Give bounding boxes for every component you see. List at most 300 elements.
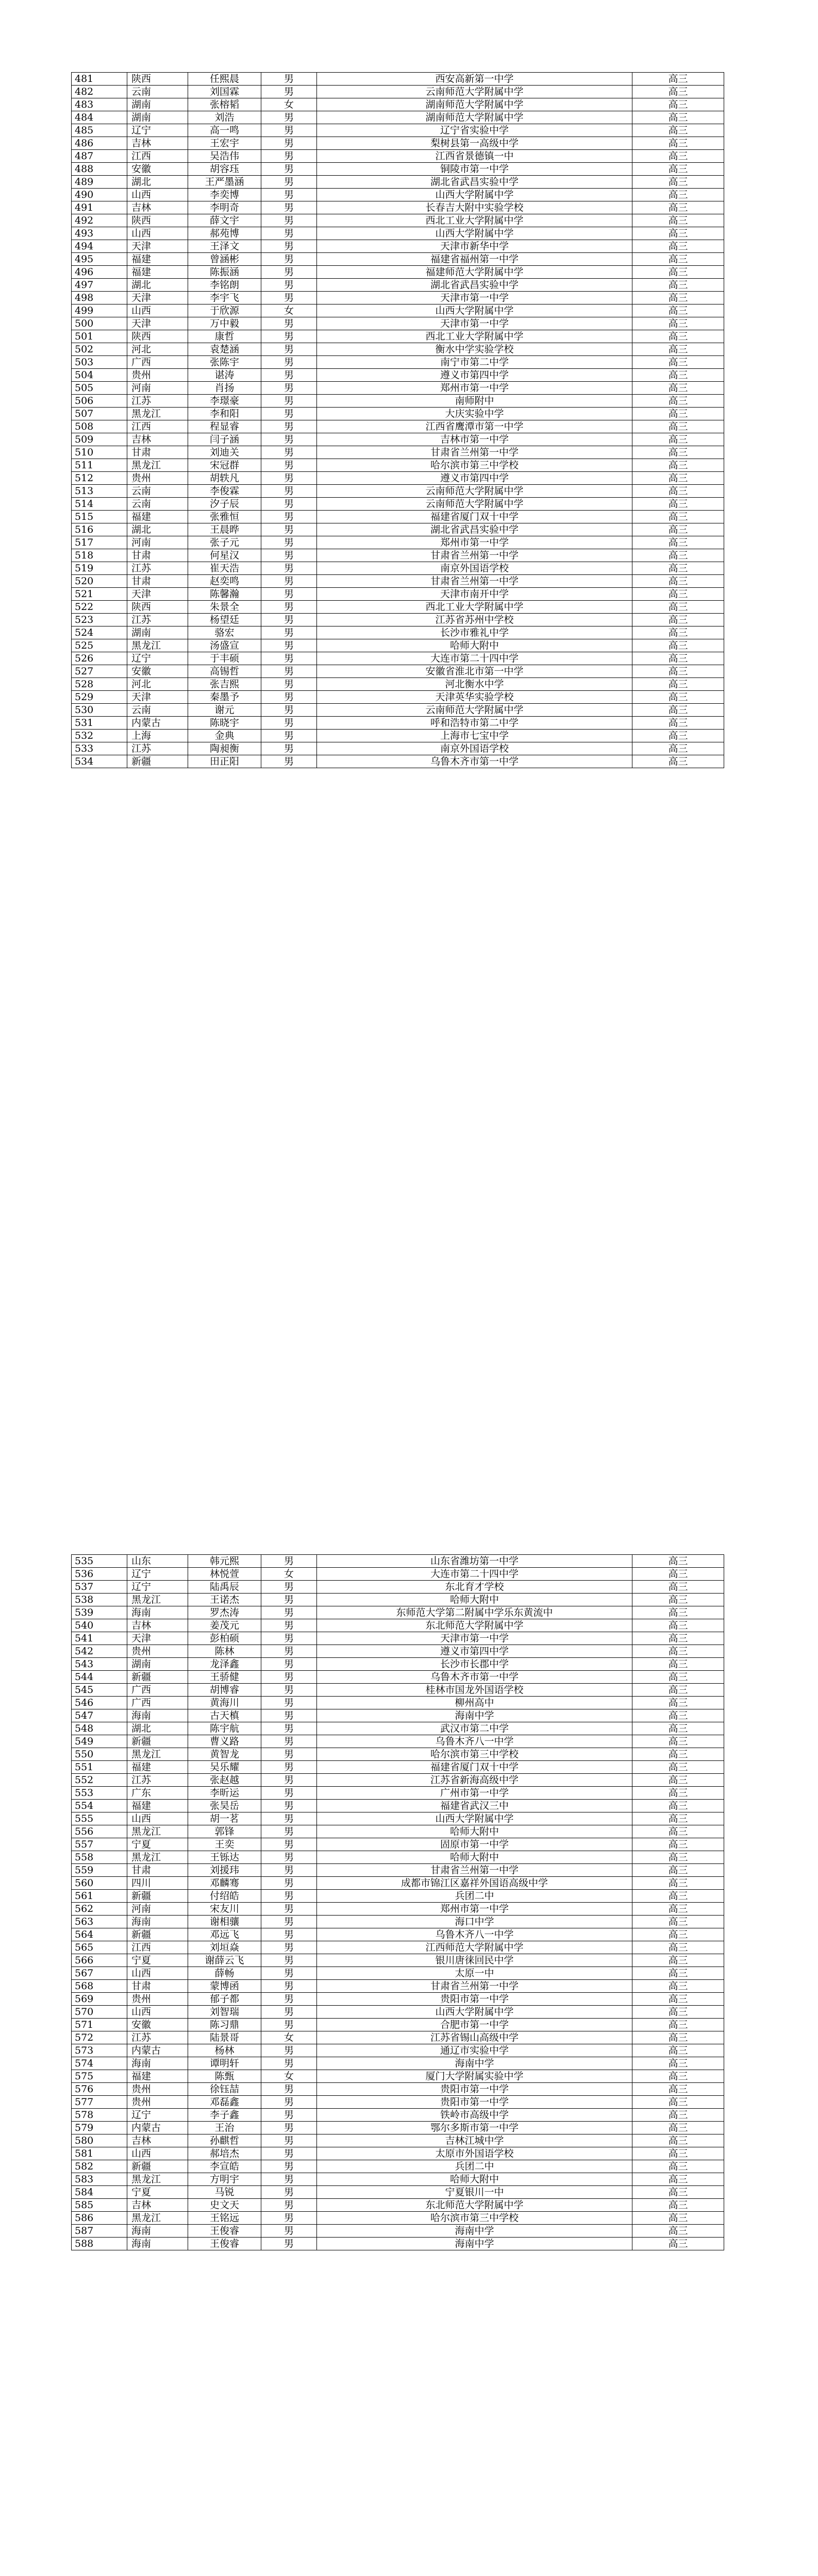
cell-grade: 高三 bbox=[632, 2006, 724, 2019]
cell-school: 福建省福州第一中学 bbox=[317, 253, 632, 266]
cell-number: 556 bbox=[72, 1825, 127, 1838]
cell-province: 天津 bbox=[127, 691, 188, 704]
cell-gender: 男 bbox=[261, 1916, 317, 1928]
cell-province: 辽宁 bbox=[127, 1581, 188, 1594]
cell-province: 贵州 bbox=[127, 2096, 188, 2109]
cell-school: 合肥市第一中学 bbox=[317, 2019, 632, 2031]
cell-province: 云南 bbox=[127, 86, 188, 98]
cell-school: 福建省厦门双十中学 bbox=[317, 511, 632, 523]
table-row bbox=[72, 2019, 724, 2031]
cell-gender: 男 bbox=[261, 626, 317, 639]
table-row bbox=[72, 1658, 724, 1671]
cell-grade: 高三 bbox=[632, 485, 724, 498]
cell-grade: 高三 bbox=[632, 253, 724, 266]
cell-gender: 男 bbox=[261, 1722, 317, 1735]
cell-school: 福建省厦门双十中学 bbox=[317, 1761, 632, 1774]
cell-gender: 男 bbox=[261, 2186, 317, 2199]
cell-gender: 男 bbox=[261, 73, 317, 86]
cell-grade: 高三 bbox=[632, 562, 724, 575]
cell-province: 河南 bbox=[127, 382, 188, 395]
cell-number: 499 bbox=[72, 304, 127, 317]
cell-name: 田正阳 bbox=[188, 755, 261, 768]
cell-number: 561 bbox=[72, 1890, 127, 1903]
cell-province: 贵州 bbox=[127, 1645, 188, 1658]
cell-name: 李宣皓 bbox=[188, 2160, 261, 2173]
cell-grade: 高三 bbox=[632, 420, 724, 433]
cell-province: 辽宁 bbox=[127, 1568, 188, 1581]
cell-number: 520 bbox=[72, 575, 127, 588]
cell-number: 536 bbox=[72, 1568, 127, 1581]
cell-number: 484 bbox=[72, 111, 127, 124]
cell-gender: 男 bbox=[261, 86, 317, 98]
cell-number: 500 bbox=[72, 317, 127, 330]
table-row bbox=[72, 2160, 724, 2173]
table-row bbox=[72, 1684, 724, 1697]
cell-province: 吉林 bbox=[127, 2134, 188, 2147]
cell-name: 姜茂元 bbox=[188, 1619, 261, 1632]
cell-grade: 高三 bbox=[632, 2057, 724, 2070]
cell-school: 江西省景德镇一中 bbox=[317, 150, 632, 163]
cell-name: 古天槙 bbox=[188, 1709, 261, 1722]
cell-grade: 高三 bbox=[632, 2070, 724, 2083]
cell-number: 510 bbox=[72, 446, 127, 459]
cell-number: 502 bbox=[72, 343, 127, 356]
cell-gender: 男 bbox=[261, 317, 317, 330]
cell-school: 江苏省苏州中学校 bbox=[317, 614, 632, 626]
cell-province: 陕西 bbox=[127, 214, 188, 227]
cell-province: 海南 bbox=[127, 1709, 188, 1722]
cell-grade: 高三 bbox=[632, 1928, 724, 1941]
cell-province: 广西 bbox=[127, 1684, 188, 1697]
table-row bbox=[72, 2238, 724, 2250]
cell-gender: 男 bbox=[261, 498, 317, 511]
cell-number: 518 bbox=[72, 549, 127, 562]
cell-name: 何星汉 bbox=[188, 549, 261, 562]
cell-gender: 女 bbox=[261, 98, 317, 111]
cell-school: 福建省武汉三中 bbox=[317, 1800, 632, 1812]
cell-gender: 男 bbox=[261, 1903, 317, 1916]
table-row bbox=[72, 279, 724, 292]
cell-school: 长沙市雅礼中学 bbox=[317, 626, 632, 639]
cell-province: 湖南 bbox=[127, 626, 188, 639]
cell-school: 宁夏银川一中 bbox=[317, 2186, 632, 2199]
cell-province: 贵州 bbox=[127, 1993, 188, 2006]
cell-name: 李宇飞 bbox=[188, 292, 261, 304]
cell-grade: 高三 bbox=[632, 472, 724, 485]
cell-gender: 男 bbox=[261, 562, 317, 575]
cell-school: 固原市第一中学 bbox=[317, 1838, 632, 1851]
table-row bbox=[72, 2147, 724, 2160]
cell-grade: 高三 bbox=[632, 523, 724, 536]
cell-province: 湖北 bbox=[127, 279, 188, 292]
cell-school: 山西大学附属中学 bbox=[317, 1812, 632, 1825]
cell-grade: 高三 bbox=[632, 1645, 724, 1658]
cell-name: 陈宇航 bbox=[188, 1722, 261, 1735]
cell-name: 宋友川 bbox=[188, 1903, 261, 1916]
cell-name: 李奕博 bbox=[188, 189, 261, 201]
table-row bbox=[72, 691, 724, 704]
cell-grade: 高三 bbox=[632, 575, 724, 588]
cell-number: 554 bbox=[72, 1800, 127, 1812]
table-row bbox=[72, 433, 724, 446]
cell-school: 通辽市实验中学 bbox=[317, 2044, 632, 2057]
cell-school: 铜陵市第一中学 bbox=[317, 163, 632, 176]
cell-school: 郑州市第一中学 bbox=[317, 1903, 632, 1916]
cell-name: 罗杰涛 bbox=[188, 1606, 261, 1619]
cell-number: 587 bbox=[72, 2225, 127, 2238]
cell-school: 哈师大附中 bbox=[317, 1594, 632, 1606]
cell-name: 邓麟骞 bbox=[188, 1877, 261, 1890]
cell-gender: 女 bbox=[261, 2070, 317, 2083]
cell-name: 邓磊鑫 bbox=[188, 2096, 261, 2109]
cell-gender: 男 bbox=[261, 176, 317, 189]
table-row bbox=[72, 201, 724, 214]
cell-number: 568 bbox=[72, 1980, 127, 1993]
table-row bbox=[72, 253, 724, 266]
table-row bbox=[72, 549, 724, 562]
table-row bbox=[72, 742, 724, 755]
cell-school: 山东省潍坊第一中学 bbox=[317, 1555, 632, 1568]
cell-number: 491 bbox=[72, 201, 127, 214]
cell-gender: 男 bbox=[261, 1709, 317, 1722]
table-row bbox=[72, 395, 724, 408]
table-row bbox=[72, 1645, 724, 1658]
cell-gender: 男 bbox=[261, 1594, 317, 1606]
cell-school: 乌鲁木齐市第一中学 bbox=[317, 755, 632, 768]
cell-province: 海南 bbox=[127, 2238, 188, 2250]
cell-number: 548 bbox=[72, 1722, 127, 1735]
cell-school: 哈师大附中 bbox=[317, 639, 632, 652]
cell-number: 560 bbox=[72, 1877, 127, 1890]
cell-province: 湖南 bbox=[127, 98, 188, 111]
cell-number: 555 bbox=[72, 1812, 127, 1825]
cell-number: 531 bbox=[72, 717, 127, 730]
cell-gender: 男 bbox=[261, 717, 317, 730]
cell-name: 付绍皓 bbox=[188, 1890, 261, 1903]
cell-gender: 男 bbox=[261, 343, 317, 356]
cell-number: 503 bbox=[72, 356, 127, 369]
cell-gender: 男 bbox=[261, 1555, 317, 1568]
cell-gender: 女 bbox=[261, 2031, 317, 2044]
cell-number: 524 bbox=[72, 626, 127, 639]
cell-province: 江苏 bbox=[127, 614, 188, 626]
table-row bbox=[72, 382, 724, 395]
cell-gender: 男 bbox=[261, 2134, 317, 2147]
cell-grade: 高三 bbox=[632, 369, 724, 382]
cell-gender: 男 bbox=[261, 1890, 317, 1903]
cell-province: 辽宁 bbox=[127, 2109, 188, 2122]
cell-grade: 高三 bbox=[632, 1619, 724, 1632]
cell-name: 秦墨予 bbox=[188, 691, 261, 704]
cell-grade: 高三 bbox=[632, 1916, 724, 1928]
cell-grade: 高三 bbox=[632, 124, 724, 137]
cell-name: 曾涵彬 bbox=[188, 253, 261, 266]
roster-table-2 bbox=[71, 1554, 724, 2250]
cell-gender: 男 bbox=[261, 1851, 317, 1864]
cell-school: 山西大学附属中学 bbox=[317, 2006, 632, 2019]
cell-school: 河北衡水中学 bbox=[317, 678, 632, 691]
cell-school: 哈尔滨市第三中学校 bbox=[317, 459, 632, 472]
table-row bbox=[72, 1864, 724, 1877]
cell-school: 武汉市第二中学 bbox=[317, 1722, 632, 1735]
cell-school: 江苏省新海高级中学 bbox=[317, 1774, 632, 1787]
cell-grade: 高三 bbox=[632, 176, 724, 189]
cell-name: 任熙晨 bbox=[188, 73, 261, 86]
cell-number: 525 bbox=[72, 639, 127, 652]
cell-province: 云南 bbox=[127, 704, 188, 717]
table-row bbox=[72, 588, 724, 601]
cell-number: 585 bbox=[72, 2199, 127, 2212]
cell-gender: 男 bbox=[261, 1658, 317, 1671]
cell-number: 506 bbox=[72, 395, 127, 408]
table-row bbox=[72, 356, 724, 369]
cell-number: 508 bbox=[72, 420, 127, 433]
cell-province: 福建 bbox=[127, 511, 188, 523]
cell-number: 575 bbox=[72, 2070, 127, 2083]
cell-grade: 高三 bbox=[632, 2225, 724, 2238]
cell-number: 553 bbox=[72, 1787, 127, 1800]
cell-school: 遵义市第四中学 bbox=[317, 472, 632, 485]
cell-school: 遵义市第四中学 bbox=[317, 1645, 632, 1658]
cell-grade: 高三 bbox=[632, 717, 724, 730]
cell-province: 天津 bbox=[127, 588, 188, 601]
table-row bbox=[72, 1761, 724, 1774]
cell-name: 康哲 bbox=[188, 330, 261, 343]
cell-number: 581 bbox=[72, 2147, 127, 2160]
cell-gender: 男 bbox=[261, 2199, 317, 2212]
table-row bbox=[72, 730, 724, 742]
cell-name: 薛文宇 bbox=[188, 214, 261, 227]
cell-number: 483 bbox=[72, 98, 127, 111]
cell-school: 东北育才学校 bbox=[317, 1581, 632, 1594]
cell-name: 郝苑博 bbox=[188, 227, 261, 240]
cell-grade: 高三 bbox=[632, 189, 724, 201]
cell-gender: 男 bbox=[261, 652, 317, 665]
cell-number: 540 bbox=[72, 1619, 127, 1632]
cell-school: 甘肃省兰州第一中学 bbox=[317, 446, 632, 459]
cell-province: 江苏 bbox=[127, 2031, 188, 2044]
cell-grade: 高三 bbox=[632, 614, 724, 626]
cell-name: 王诺杰 bbox=[188, 1594, 261, 1606]
cell-gender: 男 bbox=[261, 575, 317, 588]
cell-name: 黄智龙 bbox=[188, 1748, 261, 1761]
table-row bbox=[72, 498, 724, 511]
cell-name: 陈振涵 bbox=[188, 266, 261, 279]
cell-name: 刘智瑞 bbox=[188, 2006, 261, 2019]
cell-number: 569 bbox=[72, 1993, 127, 2006]
cell-grade: 高三 bbox=[632, 266, 724, 279]
cell-name: 李璟豪 bbox=[188, 395, 261, 408]
cell-grade: 高三 bbox=[632, 240, 724, 253]
cell-grade: 高三 bbox=[632, 227, 724, 240]
cell-school: 东北师范大学附属中学 bbox=[317, 1619, 632, 1632]
cell-grade: 高三 bbox=[632, 150, 724, 163]
cell-province: 新疆 bbox=[127, 2160, 188, 2173]
cell-name: 刘国霖 bbox=[188, 86, 261, 98]
cell-province: 云南 bbox=[127, 498, 188, 511]
cell-name: 张昊岳 bbox=[188, 1800, 261, 1812]
cell-school: 湖北省武昌实验中学 bbox=[317, 176, 632, 189]
cell-school: 贵阳市第一中学 bbox=[317, 2083, 632, 2096]
cell-province: 甘肃 bbox=[127, 549, 188, 562]
cell-grade: 高三 bbox=[632, 626, 724, 639]
cell-number: 481 bbox=[72, 73, 127, 86]
cell-school: 哈尔滨市第三中学校 bbox=[317, 2212, 632, 2225]
cell-name: 薛畅 bbox=[188, 1967, 261, 1980]
cell-number: 564 bbox=[72, 1928, 127, 1941]
table-row bbox=[72, 626, 724, 639]
cell-grade: 高三 bbox=[632, 1581, 724, 1594]
table-row bbox=[72, 1787, 724, 1800]
table-row bbox=[72, 2096, 724, 2109]
cell-gender: 男 bbox=[261, 1774, 317, 1787]
cell-name: 马锐 bbox=[188, 2186, 261, 2199]
cell-name: 汤盛宣 bbox=[188, 639, 261, 652]
cell-gender: 女 bbox=[261, 1568, 317, 1581]
cell-number: 557 bbox=[72, 1838, 127, 1851]
cell-school: 遵义市第四中学 bbox=[317, 369, 632, 382]
cell-province: 贵州 bbox=[127, 2083, 188, 2096]
cell-name: 李铭朗 bbox=[188, 279, 261, 292]
cell-number: 517 bbox=[72, 536, 127, 549]
cell-number: 515 bbox=[72, 511, 127, 523]
cell-province: 海南 bbox=[127, 2225, 188, 2238]
cell-name: 郁子都 bbox=[188, 1993, 261, 2006]
cell-province: 天津 bbox=[127, 292, 188, 304]
cell-number: 513 bbox=[72, 485, 127, 498]
cell-grade: 高三 bbox=[632, 498, 724, 511]
table-row bbox=[72, 189, 724, 201]
cell-province: 陕西 bbox=[127, 601, 188, 614]
cell-grade: 高三 bbox=[632, 1774, 724, 1787]
cell-number: 551 bbox=[72, 1761, 127, 1774]
cell-school: 甘肃省兰州第一中学 bbox=[317, 575, 632, 588]
cell-province: 黑龙江 bbox=[127, 2173, 188, 2186]
table-row bbox=[72, 2199, 724, 2212]
cell-grade: 高三 bbox=[632, 2019, 724, 2031]
cell-gender: 男 bbox=[261, 408, 317, 420]
cell-province: 内蒙古 bbox=[127, 2044, 188, 2057]
cell-province: 吉林 bbox=[127, 2199, 188, 2212]
cell-school: 南师附中 bbox=[317, 395, 632, 408]
cell-name: 曹义路 bbox=[188, 1735, 261, 1748]
cell-province: 湖南 bbox=[127, 111, 188, 124]
cell-gender: 男 bbox=[261, 601, 317, 614]
cell-province: 山西 bbox=[127, 1967, 188, 1980]
table-row bbox=[72, 1838, 724, 1851]
cell-school: 银川唐徕回民中学 bbox=[317, 1954, 632, 1967]
cell-number: 566 bbox=[72, 1954, 127, 1967]
cell-name: 张陈宇 bbox=[188, 356, 261, 369]
cell-province: 江苏 bbox=[127, 562, 188, 575]
table-row bbox=[72, 163, 724, 176]
cell-gender: 男 bbox=[261, 163, 317, 176]
cell-grade: 高三 bbox=[632, 1632, 724, 1645]
cell-name: 吴浩伟 bbox=[188, 150, 261, 163]
cell-gender: 男 bbox=[261, 2173, 317, 2186]
cell-number: 485 bbox=[72, 124, 127, 137]
cell-gender: 男 bbox=[261, 472, 317, 485]
cell-gender: 男 bbox=[261, 1748, 317, 1761]
cell-name: 金典 bbox=[188, 730, 261, 742]
cell-province: 湖北 bbox=[127, 176, 188, 189]
table-row bbox=[72, 1594, 724, 1606]
cell-grade: 高三 bbox=[632, 652, 724, 665]
cell-gender: 男 bbox=[261, 549, 317, 562]
cell-name: 于丰硕 bbox=[188, 652, 261, 665]
cell-name: 张赵越 bbox=[188, 1774, 261, 1787]
table-row bbox=[72, 1903, 724, 1916]
cell-grade: 高三 bbox=[632, 356, 724, 369]
cell-grade: 高三 bbox=[632, 137, 724, 150]
cell-grade: 高三 bbox=[632, 446, 724, 459]
cell-gender: 男 bbox=[261, 150, 317, 163]
cell-grade: 高三 bbox=[632, 2096, 724, 2109]
cell-grade: 高三 bbox=[632, 1709, 724, 1722]
cell-number: 507 bbox=[72, 408, 127, 420]
cell-number: 539 bbox=[72, 1606, 127, 1619]
cell-province: 新疆 bbox=[127, 1928, 188, 1941]
table-row bbox=[72, 2173, 724, 2186]
cell-name: 于欣源 bbox=[188, 304, 261, 317]
cell-grade: 高三 bbox=[632, 330, 724, 343]
cell-gender: 男 bbox=[261, 1684, 317, 1697]
cell-number: 488 bbox=[72, 163, 127, 176]
cell-school: 海南中学 bbox=[317, 2225, 632, 2238]
table-row bbox=[72, 678, 724, 691]
cell-school: 哈师大附中 bbox=[317, 1851, 632, 1864]
cell-province: 天津 bbox=[127, 240, 188, 253]
cell-school: 西安高新第一中学 bbox=[317, 73, 632, 86]
cell-gender: 男 bbox=[261, 111, 317, 124]
cell-number: 526 bbox=[72, 652, 127, 665]
cell-school: 天津市第一中学 bbox=[317, 317, 632, 330]
cell-province: 福建 bbox=[127, 266, 188, 279]
table-row bbox=[72, 1800, 724, 1812]
cell-gender: 男 bbox=[261, 2096, 317, 2109]
cell-grade: 高三 bbox=[632, 1825, 724, 1838]
cell-gender: 男 bbox=[261, 678, 317, 691]
table-row bbox=[72, 1748, 724, 1761]
cell-number: 482 bbox=[72, 86, 127, 98]
cell-number: 486 bbox=[72, 137, 127, 150]
cell-school: 云南师范大学附属中学 bbox=[317, 86, 632, 98]
table-row bbox=[72, 575, 724, 588]
cell-number: 519 bbox=[72, 562, 127, 575]
cell-grade: 高三 bbox=[632, 304, 724, 317]
cell-name: 陈晓宇 bbox=[188, 717, 261, 730]
cell-province: 黑龙江 bbox=[127, 2212, 188, 2225]
cell-school: 郑州市第一中学 bbox=[317, 536, 632, 549]
cell-province: 黑龙江 bbox=[127, 459, 188, 472]
cell-grade: 高三 bbox=[632, 1812, 724, 1825]
table-row bbox=[72, 511, 724, 523]
cell-number: 490 bbox=[72, 189, 127, 201]
cell-name: 胡博睿 bbox=[188, 1684, 261, 1697]
cell-number: 498 bbox=[72, 292, 127, 304]
cell-grade: 高三 bbox=[632, 2109, 724, 2122]
cell-name: 张吉熙 bbox=[188, 678, 261, 691]
cell-school: 南京外国语学校 bbox=[317, 562, 632, 575]
cell-grade: 高三 bbox=[632, 2199, 724, 2212]
cell-gender: 男 bbox=[261, 536, 317, 549]
cell-number: 546 bbox=[72, 1697, 127, 1709]
cell-grade: 高三 bbox=[632, 279, 724, 292]
cell-number: 528 bbox=[72, 678, 127, 691]
cell-school: 安徽省淮北市第一中学 bbox=[317, 665, 632, 678]
cell-school: 铁岭市高级中学 bbox=[317, 2109, 632, 2122]
table-row bbox=[72, 485, 724, 498]
